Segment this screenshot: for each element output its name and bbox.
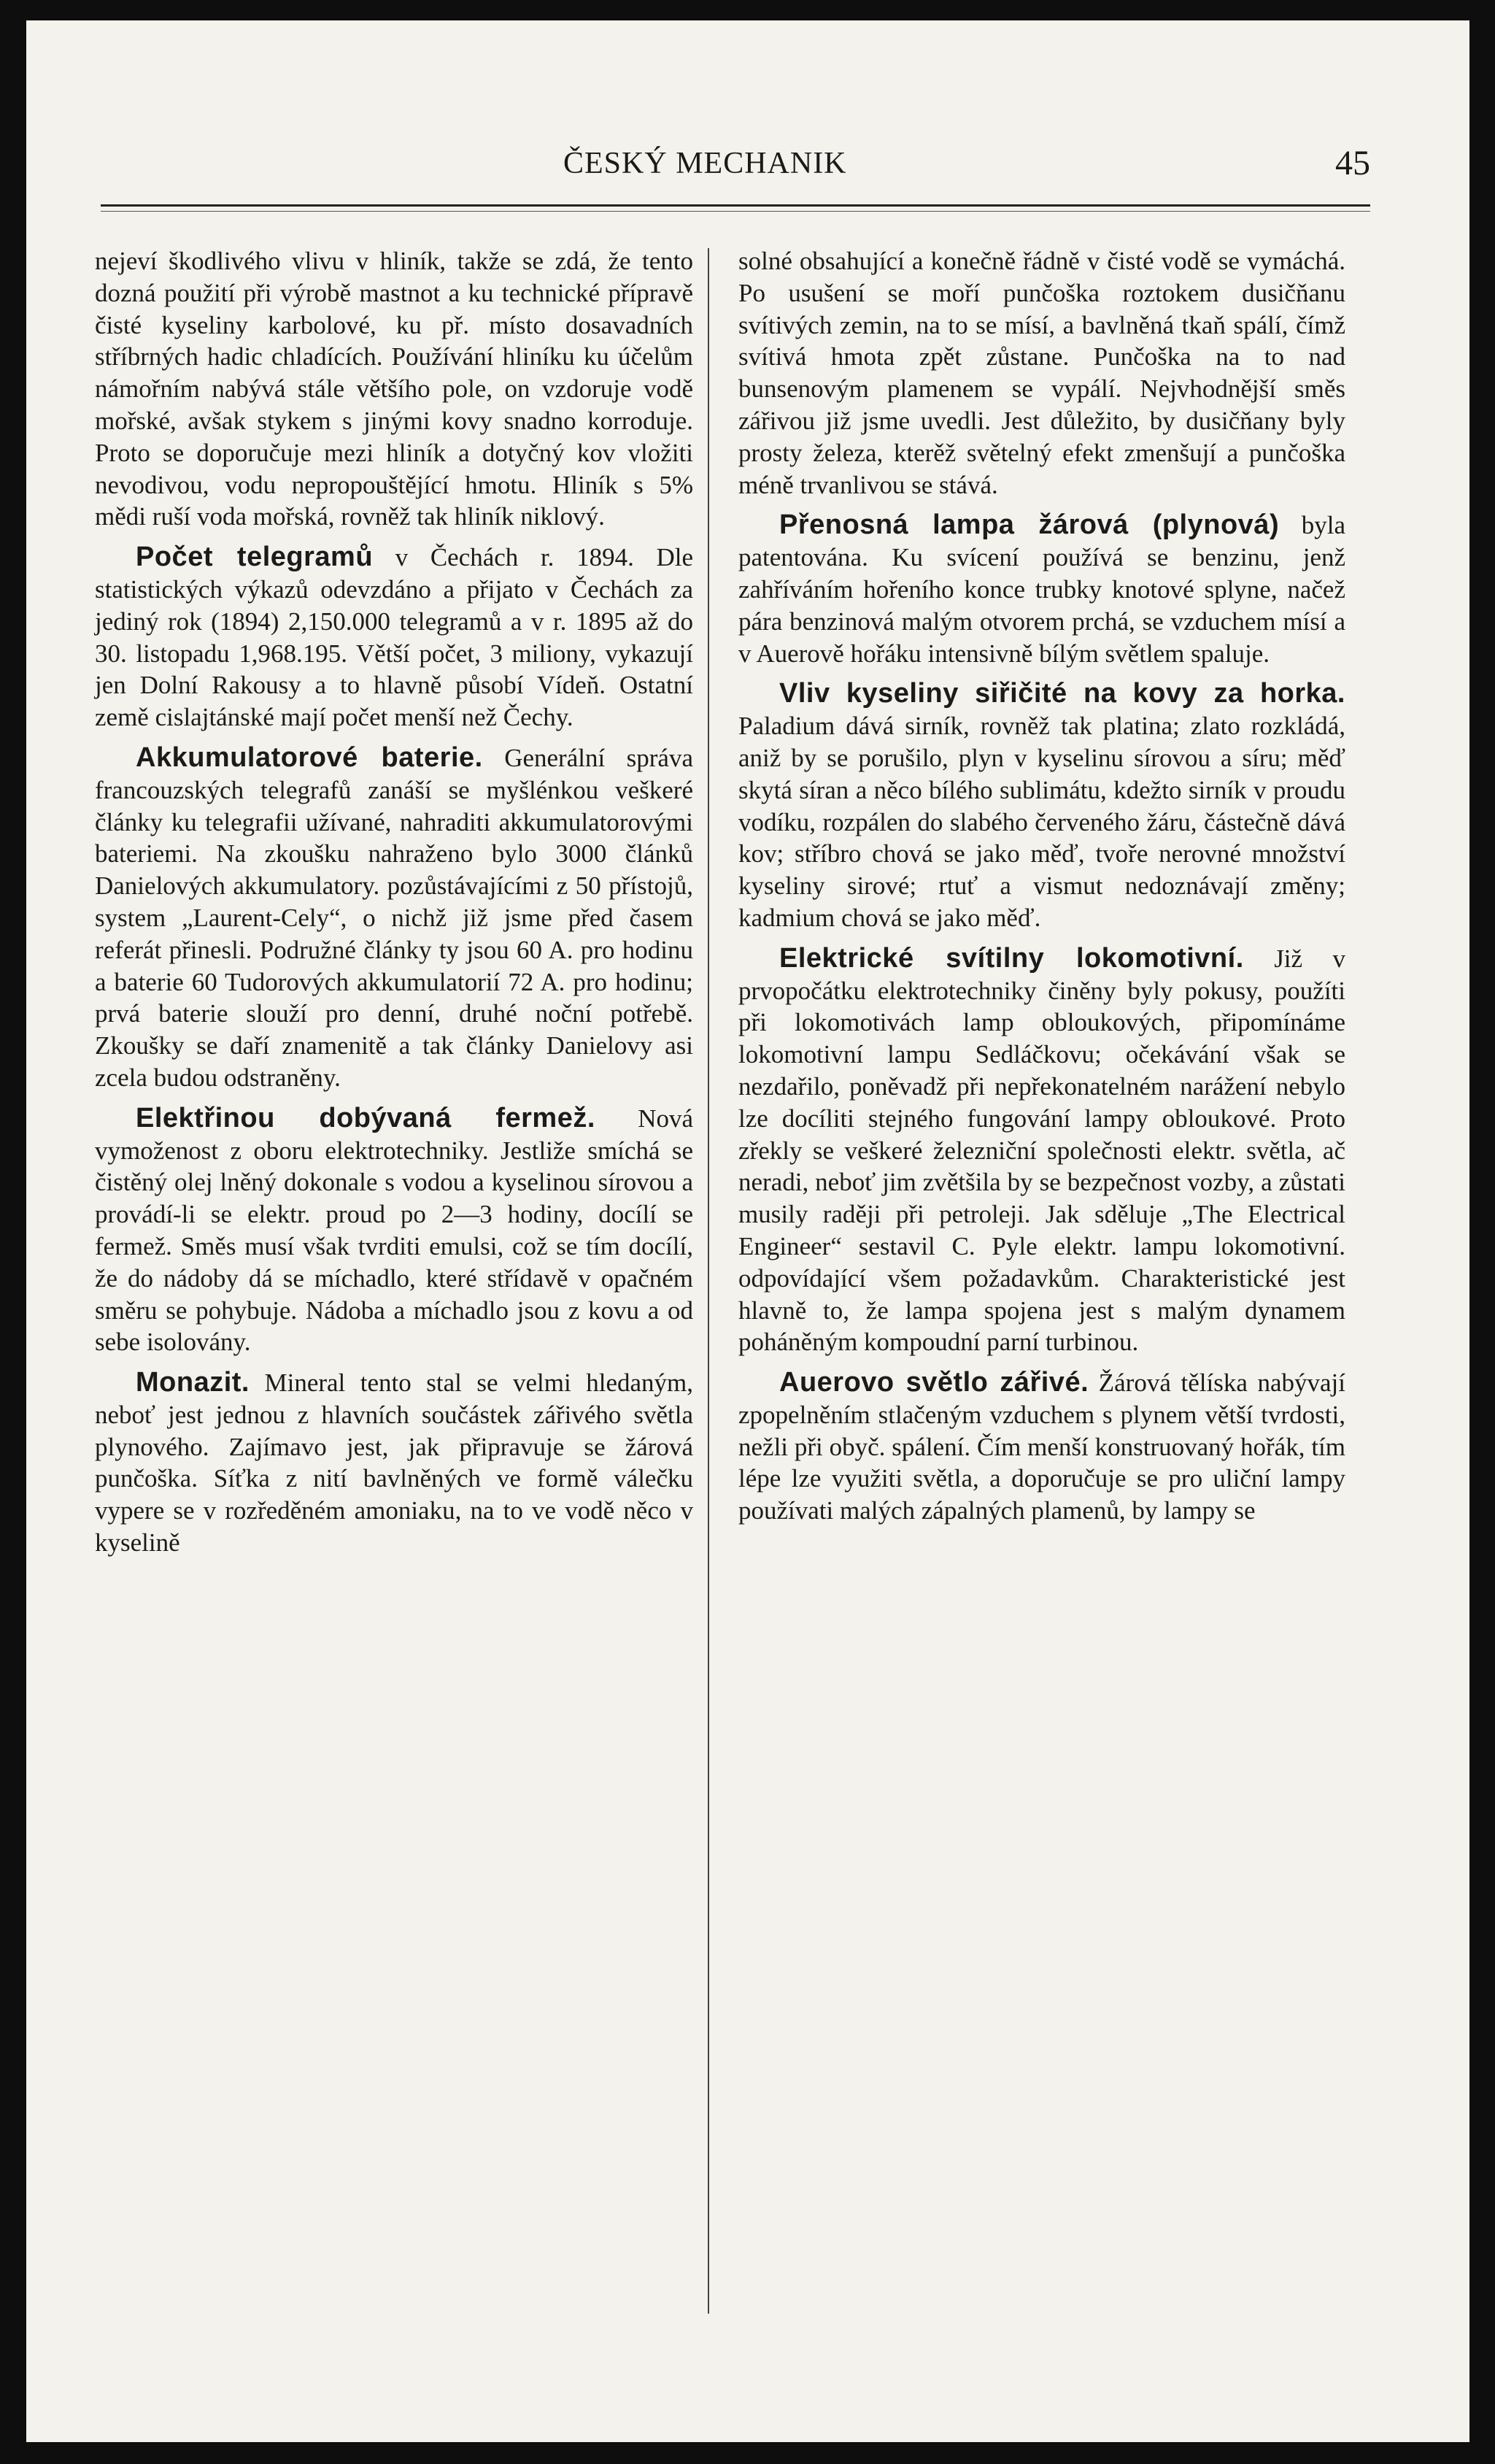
right-column: [738, 245, 1345, 1527]
right-intro-paragraph: solné obsahující a konečně řádně v čisté vodě se vymáchá. Po usušení se moří punčoška roztokem dusičňanu svítivých zemin, na to se mísí, a bavlněná tkaň spálí, čímž svítivá hmota zpět zůstane. Punčoška na to nad bunsenovým plamenem se vypálí. Nejvhodnější směs zářivou již jsme uvedli. Jest důležito, by dusičňany byly prosty železa, kterěž světelný efekt zmenšují a punčoška méně trvanlivou se stává.: [738, 247, 1345, 499]
article-heading: Monazit.: [136, 1367, 250, 1398]
article-heading: Akkumulatorové baterie.: [136, 742, 483, 773]
article-vliv-kyseliny: [738, 678, 1345, 933]
article-body: byla patentována. Ku svícení používá se benzinu, jenž zahříváním hořeního konce trubky knotové splyne, načež pára benzinová malým otvorem prchá, se vzduchem mísí a v Auerově hořáku intensivně bílým světlem spaluje.: [738, 511, 1345, 668]
left-intro-paragraph: nejeví škodlivého vlivu v hliník, takže se zdá, že tento dozná použití při výrobě mastnot a ku technické přípravě čisté kyseliny karbolové, ku př. místo dosavadních stříbrných hadic chladících. Používání hliníku ku účelům námořním nabývá stále většího pole, on vzdoruje vodě mořské, avšak stykem s jinými kovy snadno korroduje. Proto se doporučuje mezi hliník a dotyčný kov vložiti nevodivou, vodu nepropouštějící hmotu. Hliník s 5% mědi ruší voda mořská, rovněž tak hliník niklový.: [95, 247, 693, 531]
article-body: Nová vymoženost z oboru elektrotechniky. Jestliže smíchá se čistěný olej lněný dokonale s vodou a kyselinou sírovou a provádí-li se elektr. proud po 2—3 hodiny, docílí se fermež. Směs musí však tvrditi emulsi, což se tím docílí, že do nádoby dá se míchadlo, které střídavě v opačném směru se pohybuje. Nádoba a míchadlo jsou z kovu a od sebe isolovány.: [95, 1104, 693, 1357]
page-header: [101, 137, 1370, 188]
article-body: Generální správa francouzských telegrafů zanáší se myšlénkou veškeré články ku telegrafii užívané, nahraditi akkumulatorovými bateriemi. Na zkoušku nahraženo bylo 3000 článků Danielových akkumulatory. pozůstávajícími z 50 přístojů, system „Laurent-Cely“, o nichž již jsme před časem referát přinesli. Podružné články ty jsou 60 A. pro hodinu a baterie 60 Tudorových akkumulatorií 72 A. pro hodinu; prvá baterie slouží pro denní, druhé noční potřebě. Zkoušky se daří znamenitě a tak články Danielovy asi zcela budou odstraněny.: [95, 743, 693, 1092]
article-heading: Přenosná lampa žárová (plynová): [779, 509, 1280, 541]
article-body: Mineral tento stal se velmi hledaným, neboť jest jednou z hlavních součástek zářivého světla plynového. Zajímavo jest, jak připravuje se žárová punčoška. Síťka z nití bavlněných ve formě válečku vypere se v rozředěném amoniaku, na to ve vodě něco v kyselině: [95, 1368, 693, 1558]
article-body: Paladium dává sirník, rovněž tak platina; zlato rozkládá, aniž by se porušilo, plyn v kyselinu sírovou a síru; měď skytá síran a něco bílého sublimátu, kdežto sirník v proudu vodíku, rozpálen do slabého červeného žáru, částečně dává kov; stříbro chová se jako měď, tvoře nerovné množství kyseliny sirové; rtuť a vismut nedoznávají změny; kadmium chová se jako měď.: [738, 712, 1345, 932]
article-elektricke-svitilny: [738, 943, 1345, 1358]
header-rule-thin: [101, 211, 1370, 212]
column-divider: [708, 248, 709, 2314]
article-pocet-telegramu: [95, 542, 693, 734]
article-monazit: [95, 1367, 693, 1559]
article-prenosna-lampa: [738, 509, 1345, 669]
left-column: [95, 245, 693, 1559]
article-auerovo-svetlo: [738, 1367, 1345, 1527]
header-rule: [101, 204, 1370, 207]
article-heading: Vliv kyseliny siřičité na kovy za horka.: [779, 678, 1345, 709]
article-heading: Počet telegramů: [136, 542, 374, 573]
article-body: v Čechách r. 1894. Dle statistických výkazů odevzdáno a přijato v Čechách za jediný rok (1894) 2,150.000 telegramů a v r. 1895 až do 30. listopadu 1,968.195. Větší počet, 3 miliony, vykazují jen Dolní Rakousy a to hlavně působí Vídeň. Ostatní země cislajtánské mají počet menší než Čechy.: [95, 543, 693, 732]
running-title: ČESKÝ MECHANIK: [563, 147, 847, 180]
article-heading: Elektřinou dobývaná fermež.: [136, 1102, 595, 1133]
article-body: Žárová tělíska nabývají zpopelněním stlačeným vzduchem s plynem větší tvrdosti, nežli při obyč. spálení. Čím menší konstruovaný hořák, tím lépe lze využiti světla, a doporučuje se pro uliční lampy používati malých zápalných plamenů, by lampy se: [738, 1368, 1345, 1525]
article-elektrinou-fermez: [95, 1103, 693, 1358]
article-heading: Elektrické svítilny lokomotivní.: [779, 942, 1244, 974]
page-number: 45: [1335, 144, 1370, 182]
article-heading: Auerovo světlo zářivé.: [779, 1367, 1089, 1398]
article-body: Již v prvopočátku elektrotechniky činěny byly pokusy, použíti při lokomotivách lamp obloukových, připomínáme lokomotivní lampu Sedláčkovu; očekávání však se nezdařilo, poněvadž při nepřekonatelném narážení nebylo lze docíliti stejného fungování lampy obloukové. Proto zřekly se veškeré železniční společnosti elektr. světla, ač neradi, neboť jim zvětšila by se bezpečnost vozby, a zůstati musily raději při petroleji. Jak sděluje „The Electrical Engineer“ sestavil C. Pyle elektr. lampu lokomotivní. odpovídající všem požadavkům. Charakteristické jest hlavně to, že lampa spojena jest s malým dynamem poháněným kompoudní parní turbinou.: [738, 944, 1345, 1357]
journal-page: [26, 20, 1469, 2442]
article-akkumulatorove-baterie: [95, 742, 693, 1094]
